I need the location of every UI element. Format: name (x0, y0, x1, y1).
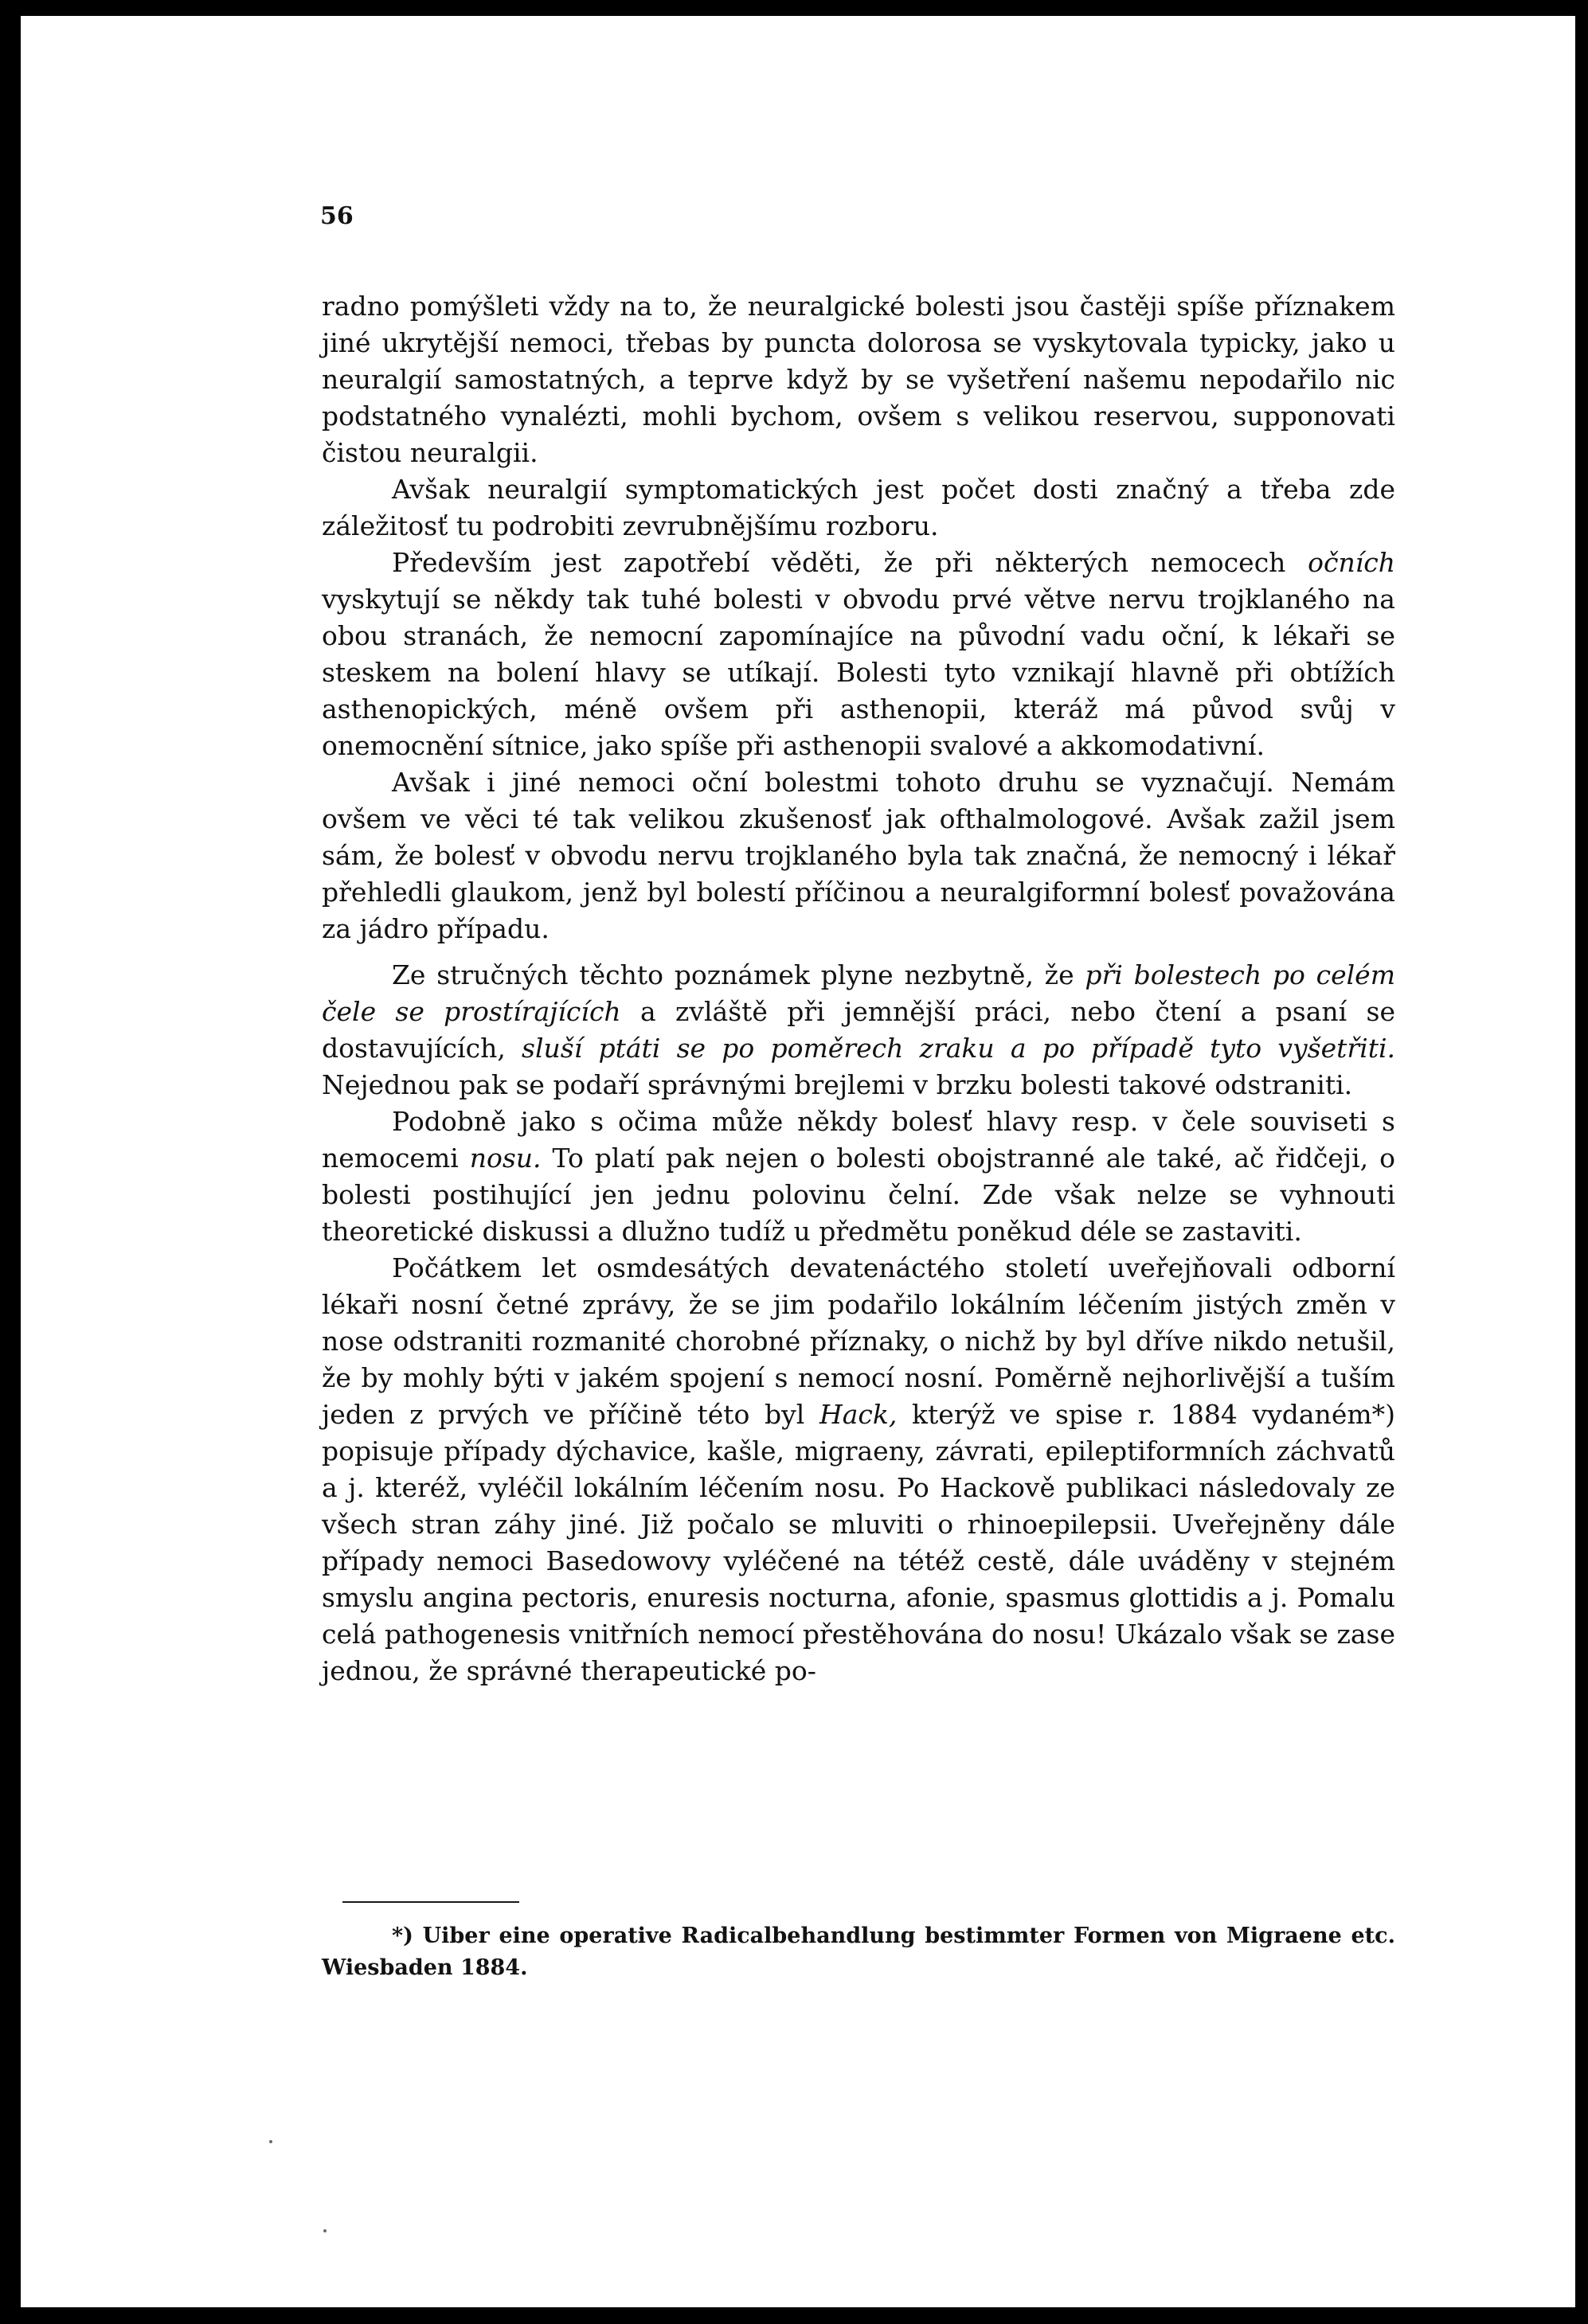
text-run: Podobně jako s očima může někdy bolesť hlavy resp. v čele souviseti s nemocemi (322, 1106, 1395, 1174)
scan-speck (269, 2140, 272, 2143)
body-text (322, 288, 1395, 1689)
paragraph (322, 288, 1395, 471)
paragraph (322, 764, 1395, 947)
paragraph (322, 1250, 1395, 1689)
italic-phrase: sluší ptáti se po poměrech zraku a po případě tyto vyšetřiti. (522, 1033, 1395, 1064)
paragraph (322, 471, 1395, 545)
footnote: *) Uiber eine operative Radicalbehandlung bestimmter Formen von Migraene etc. Wiesbaden 1884. (322, 1924, 1395, 1980)
paragraph (322, 957, 1395, 1103)
paragraph (322, 545, 1395, 764)
text-run: kterýž ve spise r. 1884 vydaném*) popisuje případy dýchavice, kašle, migraeny, závrati, epileptiformních záchvatů a j. kteréž, vyléčil lokálním léčením nosu. Po Hackově publikaci následovaly ze všech stran záhy jiné. Již počalo se mluviti o rhinoepilepsii. Uveřejněny dále případy nemoci Basedowovy vyléčené na tétéž cestě, dále uváděny v stejném smyslu angina pectoris, enuresis nocturna, afonie, spasmus glottidis a j. Pomalu celá pathogenesis vnitřních nemocí přestěhována do nosu! Ukázalo však se zase jednou, že správné therapeutické po- (322, 1399, 1396, 1686)
footnote-rule (342, 1901, 519, 1903)
book-page (21, 16, 1575, 2307)
text-run: Avšak i jiné nemoci oční bolestmi tohoto druhu se vyznačují. Nemám ovšem ve věci té tak velikou zkušenosť jak ofthalmologové. Avšak zažil jsem sám, že bolesť v obvodu nervu trojklaného byla tak značná, že nemocný i lékař přehledli glaukom, jenž byl bolestí příčinou a neuralgiformní bolesť považována za jádro případu. (322, 767, 1395, 944)
italic-term: očních (1308, 547, 1395, 578)
text-run: Především jest zapotřebí věděti, že při některých nemocech (392, 547, 1308, 578)
text-run: radno pomýšleti vždy na to, že neuralgické bolesti jsou častěji spíše příznakem jiné ukrytější nemoci, třebas by puncta dolorosa se vyskytovala typicky, jako u neuralgií samostatných, a teprve když by se vyšetření našemu nepodařilo nic podstatného vynalézti, mohli bychom, ovšem s velikou reservou, supponovati čistou neuralgii. (322, 291, 1395, 468)
text-run: Počátkem let osmdesátých devatenáctého století uveřejňovali odborní lékaři nosní četné zprávy, že se jim podařilo lokálním léčením jistých změn v nose odstraniti rozmanité chorobné příznaky, o nichž by byl dříve nikdo netušil, že by mohly býti v jakém spojení s nemocí nosní. Poměrně nejhorlivější a tuším jeden z prvých ve příčině této byl (322, 1252, 1395, 1430)
text-run: a zvláště při jemnější práci, nebo čtení a psaní se dostavujících, (322, 996, 1395, 1064)
scan-speck (323, 2229, 327, 2232)
italic-term: nosu. (469, 1142, 542, 1174)
text-run: Nejednou pak se podaří správnými brejlemi v brzku bolesti takové odstraniti. (322, 1069, 1353, 1100)
italic-phrase: při bolestech po celém čele se prostírajících (322, 959, 1395, 1027)
text-run: Avšak neuralgií symptomatických jest počet dosti značný a třeba zde záležitosť tu podrobiti zevrubnějšímu rozboru. (322, 474, 1395, 541)
text-run: To platí pak nejen o bolesti obojstranné ale také, ač řidčeji, o bolesti postihující jen jednu polovinu čelní. Zde však nelze se vyhnouti theoretické diskussi a dlužno tudíž u předmětu poněkud déle se zastaviti. (322, 1142, 1395, 1247)
paragraph (322, 1103, 1395, 1250)
italic-author-name: Hack, (819, 1399, 898, 1430)
text-run: vyskytují se někdy tak tuhé bolesti v obvodu prvé větve nervu trojklaného na obou stranách, že nemocní zapomínajíce na původní vadu oční, k lékaři se steskem na bolení hlavy se utíkají. Bolesti tyto vznikají hlavně při obtížích asthenopických, méně ovšem při asthenopii, kteráž má původ svůj v onemocnění sítnice, jako spíše při asthenopii svalové a akkomodativní. (322, 584, 1395, 761)
page-number: 56 (320, 202, 354, 230)
text-run: Ze stručných těchto poznámek plyne nezbytně, že (392, 959, 1085, 990)
